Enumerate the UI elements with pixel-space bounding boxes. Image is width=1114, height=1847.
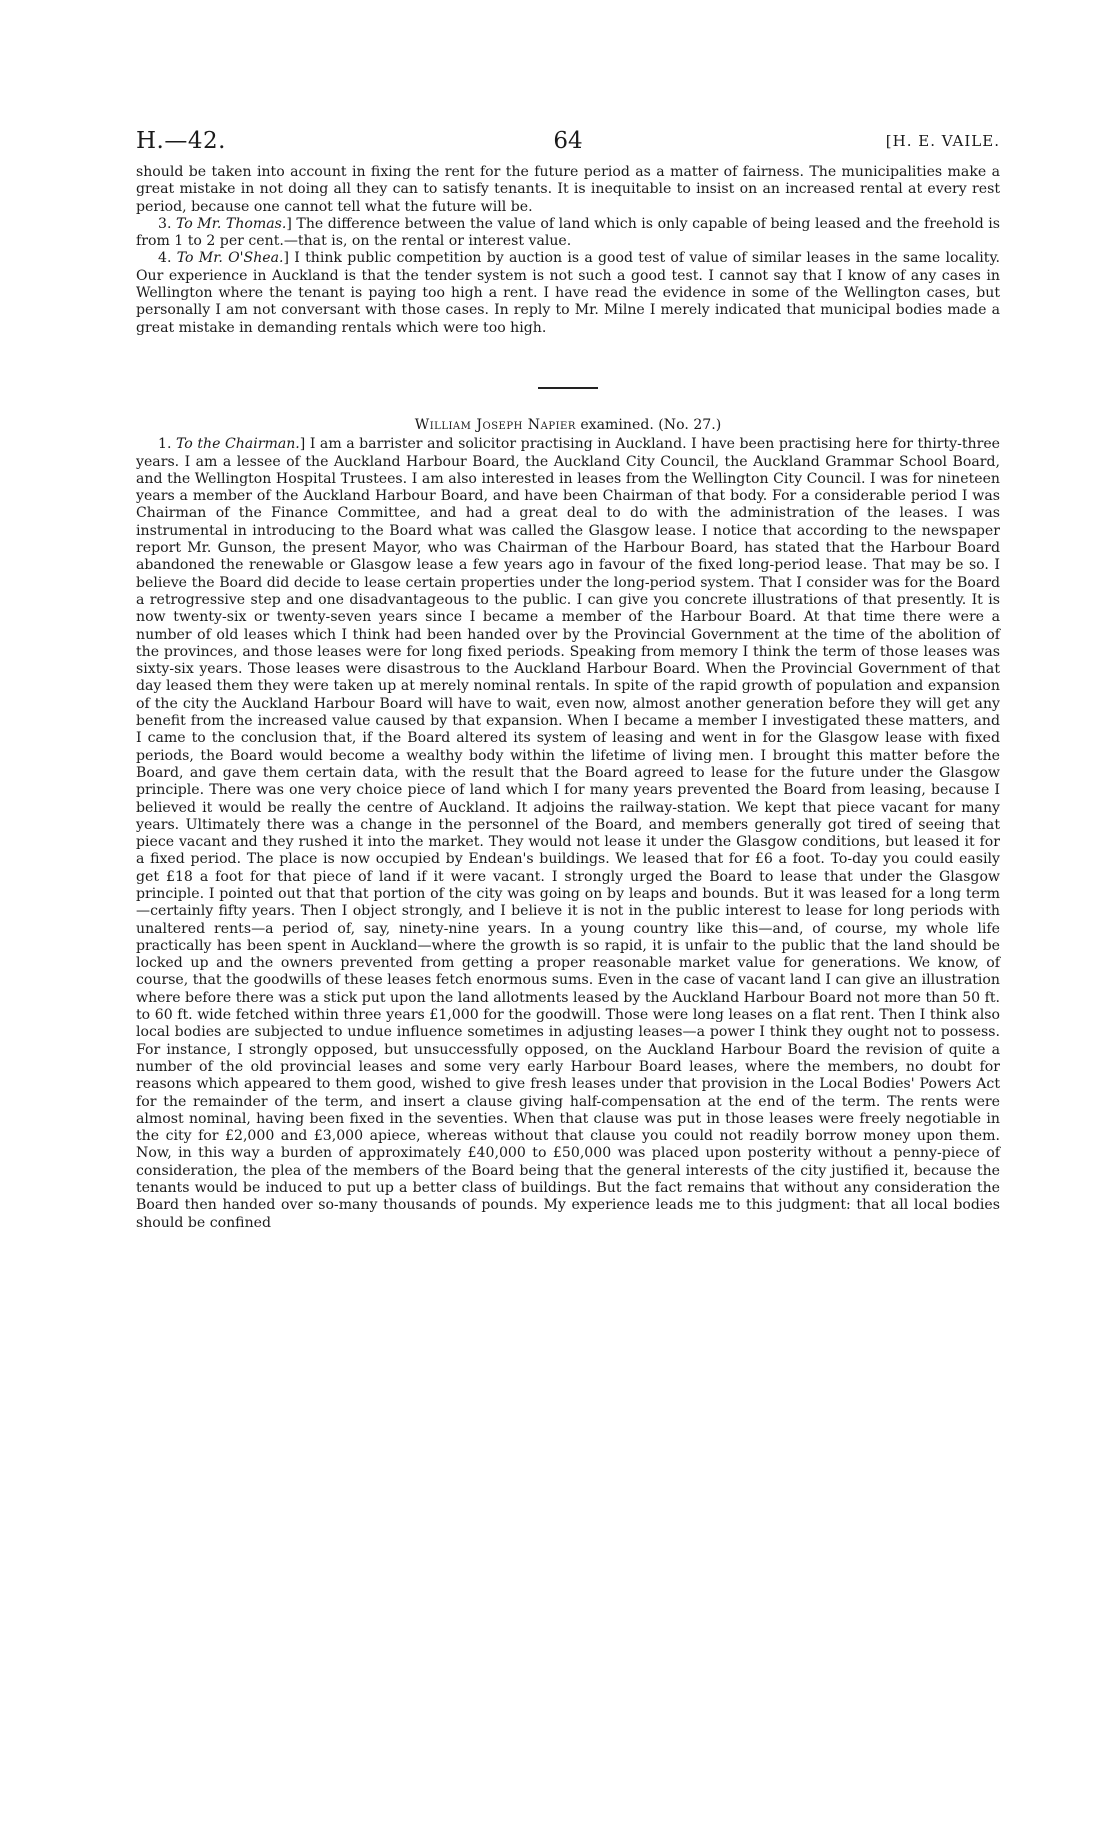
document-page <box>136 128 1000 1232</box>
answer-text: ] I think public competition by auction is a good test of value of similar leases in the same locality. Our experience in Auckland is that the tender system is not such a good test. I cannot say that I know of any cases in Wellington where the tenant is paying too high a rent. I have read the evidence in some of the Wellington cases, but personally I am not conversant with those cases. In reply to Mr. Milne I merely indicated that municipal bodies made a great mistake in demanding rentals which were too high. <box>136 250 1001 336</box>
page-number: 64 <box>553 128 583 154</box>
witness-name: William Joseph Napier <box>414 416 576 433</box>
question-number: 3. <box>158 215 172 232</box>
addressee: To Mr. O'Shea. <box>176 250 284 267</box>
answer-text: ] I am a barrister and solicitor practising in Auckland. I have been practising here for thirty-three years. I am a lessee of the Auckland Harbour Board, the Auckland City Council, the Auckland Grammar School Board, and the Wellington Hospital Trustees. I am also interested in leases from the Wellington City Council. I was for nineteen years a member of the Auckland Harbour Board, and have been Chairman of that body. For a considerable period I was Chairman of the Finance Committee, and had a great deal to do with the administration of the leases. I was instrumental in introducing to the Board what was called the Glasgow lease. I notice that according to the newspaper report Mr. Gunson, the present Mayor, who was Chairman of the Harbour Board, has stated that the Harbour Board abandoned the renewable or Glasgow lease a few years ago in favour of the fixed long-period lease. That may be so. I believe the Board did decide to lease certain properties under the long-period system. That I consider was for the Board a retrogressive step and one disadvantageous to the public. I can give you concrete illustrations of that presently. It is now twenty-six or twenty-seven years since I became a member of the Harbour Board. At that time there were a number of old leases which I think had been handed over by the Provincial Government at the time of the abolition of the provinces, and those leases were for long fixed periods. Speaking from memory I think the term of those leases was sixty-six years. Those leases were disastrous to the Auckland Harbour Board. When the Provincial Government of that day leased them they were taken up at merely nominal rentals. In spite of the rapid growth of population and expansion of the city the Auckland Harbour Board will have to wait, even now, almost another generation before they will get any benefit from the increased value caused by that expansion. When I became a member I investigated these matters, and I came to the conclusion that, if the Board altered its system of leasing and went in for the Glasgow lease with fixed periods, the Board would become a wealthy body within the lifetime of living men. I brought this matter before the Board, and gave them certain data, with the result that the Board agreed to lease for the future under the Glasgow principle. There was one very choice piece of land which I for many years prevented the Board from leasing, because I believed it would be really the centre of Auckland. It adjoins the railway-station. We kept that piece vacant for many years. Ultimately there was a change in the personnel of the Board, and members generally got tired of seeing that piece vacant and they rushed it into the market. They would not lease it under the Glasgow conditions, but leased it for a fixed period. The place is now occupied by Endean's buildings. We leased that for £6 a foot. To-day you could easily get £18 a foot for that piece of land if it were vacant. I strongly urged the Board to lease that under the Glasgow principle. I pointed out that that portion of the city was going on by leaps and bounds. But it was leased for a long term—certainly fifty years. Then I object strongly, and I believe it is not in the public interest to lease for long periods with unaltered rents—a period of, say, ninety-nine years. In a young country like this—and, of course, my whole life practically has been spent in Auckland—where the growth is so rapid, it is unfair to the public that the land should be locked up and the owners prevented from getting a proper reasonable market value for generations. We know, of course, that the goodwills of these leases fetch enormous sums. Even in the case of vacant land I can give an illustration where before there was a stick put upon the land allotments leased by the Auckland Harbour Board not more than 50 ft. to 60 ft. wide fetched within three years £1,000 for the goodwill. Those were long leases on a flat rent. Then I think also local bodies are subjected to undue influence sometimes in adjusting leases—a power I think they ought not to possess. For instance, I strongly opposed, but unsuccessfully opposed, on the Auckland Harbour Board the revision of quite a number of the old provincial leases and some very early Harbour Board leases, where the members, no doubt for reasons which appeared to them good, wished to give fresh leases under that provision in the Local Bodies' Powers Act for the remainder of the term, and insert a clause giving half-compensation at the end of the term. The rents were almost nominal, having been fixed in the seventies. When that clause was put in those leases were freely negotiable in the city for £2,000 and £3,000 apiece, whereas without that clause you could not readily borrow money upon them. Now, in this way a burden of approximately £40,000 to £50,000 was placed upon posterity without a penny-piece of consideration, the plea of the members of the Board being that the general interests of the city justified it, because the tenants would be induced to put up a better class of buildings. But the fact remains that without any consideration the Board then handed over so-many thousands of pounds. My experience leads me to this judgment: that all local bodies should be confined <box>136 436 1000 1231</box>
answer-4-paragraph <box>136 250 1000 336</box>
answer-3-paragraph <box>136 216 1000 251</box>
paper-reference: H.—42. <box>136 128 226 154</box>
answer-text: ] The difference between the value of land which is only capable of being leased and the freehold is from 1 to 2 per cent.—that is, on the rental or interest value. <box>136 215 1000 250</box>
question-number: 1. <box>158 436 172 453</box>
continuation-paragraph: should be taken into account in fixing the rent for the future period as a matter of fairness. The municipalities make a great mistake in not doing all they can to satisfy tenants. It is inequitable to insist on an increased rental at every rest period, because one cannot tell what the future will be. <box>136 164 1000 215</box>
section-divider <box>538 387 598 389</box>
examined-label: examined. (No. 27.) <box>575 416 722 433</box>
witness-running-head: [H. E. VAILE. <box>885 132 1000 150</box>
witness-heading <box>136 417 1000 434</box>
page-header <box>136 128 1000 164</box>
addressee: To the Chairman. <box>176 436 300 453</box>
answer-1-paragraph <box>136 436 1000 1232</box>
addressee: To Mr. Thomas. <box>175 215 287 232</box>
question-number: 4. <box>158 250 172 267</box>
